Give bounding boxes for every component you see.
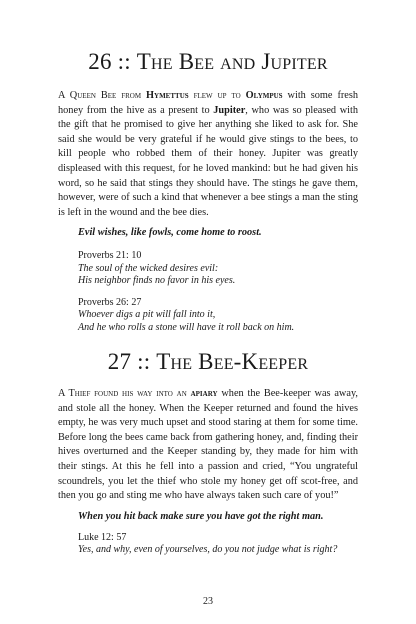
fable-26-title bbox=[58, 50, 358, 73]
fable-26 bbox=[58, 50, 358, 334]
name-jupiter: Jupiter bbox=[213, 104, 246, 116]
scripture-ref bbox=[58, 297, 358, 335]
fable-27 bbox=[58, 350, 358, 557]
fable-27-moral: When you hit back make sure you have got the right man. bbox=[78, 510, 324, 522]
fable-title-text: The Bee-Keeper bbox=[156, 349, 309, 374]
fable-title-text: The Bee and Jupiter bbox=[136, 49, 328, 74]
fable-27-body bbox=[58, 387, 358, 504]
scripture-ref bbox=[58, 250, 358, 288]
ref-citation: Proverbs 26: 27 bbox=[78, 296, 142, 308]
ref-verse-line: Whoever digs a pit will fall into it, bbox=[78, 309, 216, 321]
lead-in: A Queen Bee from bbox=[58, 90, 142, 101]
ref-citation: Proverbs 21: 10 bbox=[78, 250, 142, 262]
ref-citation: Luke 12: 57 bbox=[78, 531, 127, 543]
title-separator: :: bbox=[137, 349, 151, 374]
place-name-olympus: Olympus bbox=[245, 90, 283, 101]
page-number: 23 bbox=[203, 596, 213, 607]
body-text: when the Bee-keeper was away, and stole all the honey. When the Keeper returned and found the hives empty, he was very much upset and stood staring at them for some time. Before long the bees came back from gathering honey, and, finding their hives overturned and the Keeper standing by, they made for him with their stings. At this he fell into a passion and cried, “You ungrateful scoundrels, you let the thief who stole my honey get off scot-free, and then you go and sting me who have always taken such care of you!” bbox=[58, 388, 358, 502]
fable-number: 26 bbox=[88, 49, 112, 74]
ref-verse-line: The soul of the wicked desires evil: bbox=[78, 262, 219, 274]
body-text-cont: , who was so pleased with the gift that he promised to give her anything she liked to ask for. She said she would be very grateful if he would give stings to the bees, to kill people who robbed them of their honey. Jupiter was greatly displeased with this request, for he loved mankind: but he had given his word, so he said that stings they should have. The stings he gave them, however, were of such a kind that whenever a bee stings a man the sting is left in the wound and the bee dies. bbox=[58, 104, 358, 218]
title-separator: :: bbox=[117, 49, 131, 74]
fable-26-moral: Evil wishes, like fowls, come home to roost. bbox=[78, 227, 262, 239]
lead-in: A Thief found his way into an bbox=[58, 388, 187, 399]
scripture-ref bbox=[58, 532, 358, 557]
body-text: with some fresh honey from the hive as a present to bbox=[58, 90, 359, 116]
ref-verse-line: His neighbor finds no favor in his eyes. bbox=[78, 275, 236, 287]
fable-26-body bbox=[58, 89, 358, 220]
fable-27-title bbox=[58, 350, 358, 373]
lead-in-cont: flew up to bbox=[193, 90, 241, 101]
fable-number: 27 bbox=[107, 349, 132, 374]
word-apiary: apiary bbox=[190, 388, 218, 399]
ref-verse-line: And he who rolls a stone will have it roll back on him. bbox=[78, 321, 295, 333]
ref-verse-line: Yes, and why, even of yourselves, do you not judge what is right? bbox=[78, 544, 338, 556]
place-name: Hymettus bbox=[146, 90, 189, 101]
